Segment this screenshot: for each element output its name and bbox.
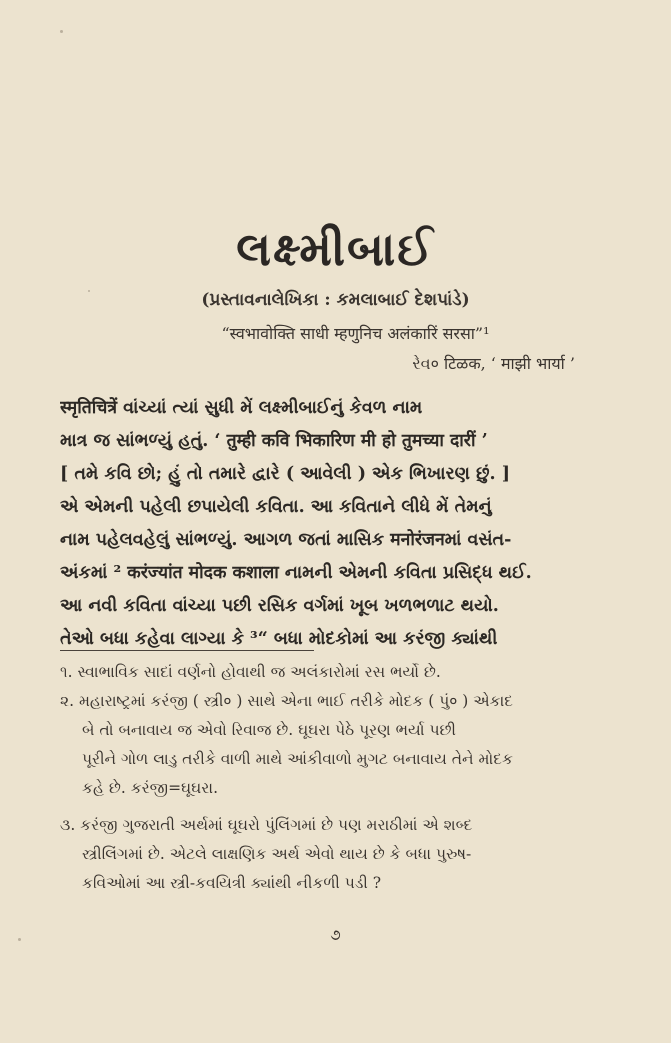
footnote-3 <box>60 811 620 898</box>
footnote-2 <box>60 687 620 803</box>
body-text <box>60 392 620 656</box>
body-line: [ તમે કવિ છો; હું તો તમારે દ્વારે ( આવેલી ) એક ભિખારણ છું. ] <box>60 464 510 484</box>
body-line: નામ પહેલવહેલું સાંભળ્યું. આગળ જતાં માસિક मनोरंजनમાં વસંત- <box>60 530 512 550</box>
footnote-line: પૂરીને ગોળ લાડુ તરીકે વાળી માથે આંકીવાળો મુગટ બનાવાય તેને મોદક <box>82 750 513 768</box>
body-line: માત્ર જ સાંભળ્યું હતું. ‘ तुम्ही कवि भिकारिण मी हो तुमच्या दारीं ’ <box>60 431 488 451</box>
footnotes <box>60 658 620 898</box>
epigraph-quote: “स्वभावोक्ति साधी म्हणुनिच अलंकारिं सरसा”¹ <box>221 324 490 343</box>
footnote-line: ૩. કરંજી ગુજરાતી અર્થમાં ઘૂઘરો પુંલિંગમાં છે પણ મરાઠીમાં એ શબ્દ <box>60 816 473 834</box>
footnote-line: બે તો બનાવાય જ એવો રિવાજ છે. ઘૂઘરા પેઠે પૂરણ ભર્યા પછી <box>82 721 456 739</box>
body-line: અંકમાં ² करंज्यांत मोदक कशाला નામની એમની કવિતા પ્રસિદ્ધ થઈ. <box>60 563 532 583</box>
chapter-title: લક્ષ્મીબાઈ <box>236 222 435 276</box>
body-line: એ એમની પહેલી છપાયેલી કવિતા. આ કવિતાને લીધે મેં તેમનું <box>60 497 492 517</box>
footnote-line: ૨. મહારાષ્ટ્રમાં કરંજી ( સ્ત્રી० ) સાથે એના ભાઈ તરીકે મોદક ( પું० ) એકાદ <box>60 692 513 710</box>
body-line: તેઓ બધા કહેવા લાગ્યા કે ³“ બધા મોદકોમાં આ કરંજી ક્યાંથી <box>60 629 498 649</box>
footnote-line: કહે છે. કરંજી=ઘૂઘરા. <box>82 779 219 797</box>
footnote-1 <box>60 658 620 687</box>
footnote-line: કવિઓમાં આ સ્ત્રી-કવયિત્રી ક્યાંથી નીકળી પડી ? <box>82 874 382 892</box>
introduction-author: (પ્રસ્તાવનાલેખિકા : કમલાબાઈ દેશપાંડે) <box>201 290 470 310</box>
footnote-line: ૧. સ્વાભાવિક સાદાં વર્ણનો હોવાથી જ અલંકારોમાં રસ ભર્યો છે. <box>60 663 441 681</box>
paper-speck <box>60 30 63 33</box>
body-line: स्मृतिचित्रें વાંચ્યાં ત્યાં સુધી મેં લક્ષ્મીબાઈનું કેવળ નામ <box>60 398 423 418</box>
body-line: આ નવી કવિતા વાંચ્યા પછી રસિક વર્ગમાં ખૂબ ખળભળાટ થયો. <box>60 596 499 616</box>
epigraph-source: રેવ० टिळक, ‘ माझी भार्या ’ <box>412 354 575 373</box>
page-number: ૭ <box>330 926 341 944</box>
footnote-line: સ્ત્રીલિંગમાં છે. એટલે લાક્ષણિક અર્થ એવો થાય છે કે બધા પુરુષ- <box>82 845 472 863</box>
footnote-divider <box>60 650 314 651</box>
